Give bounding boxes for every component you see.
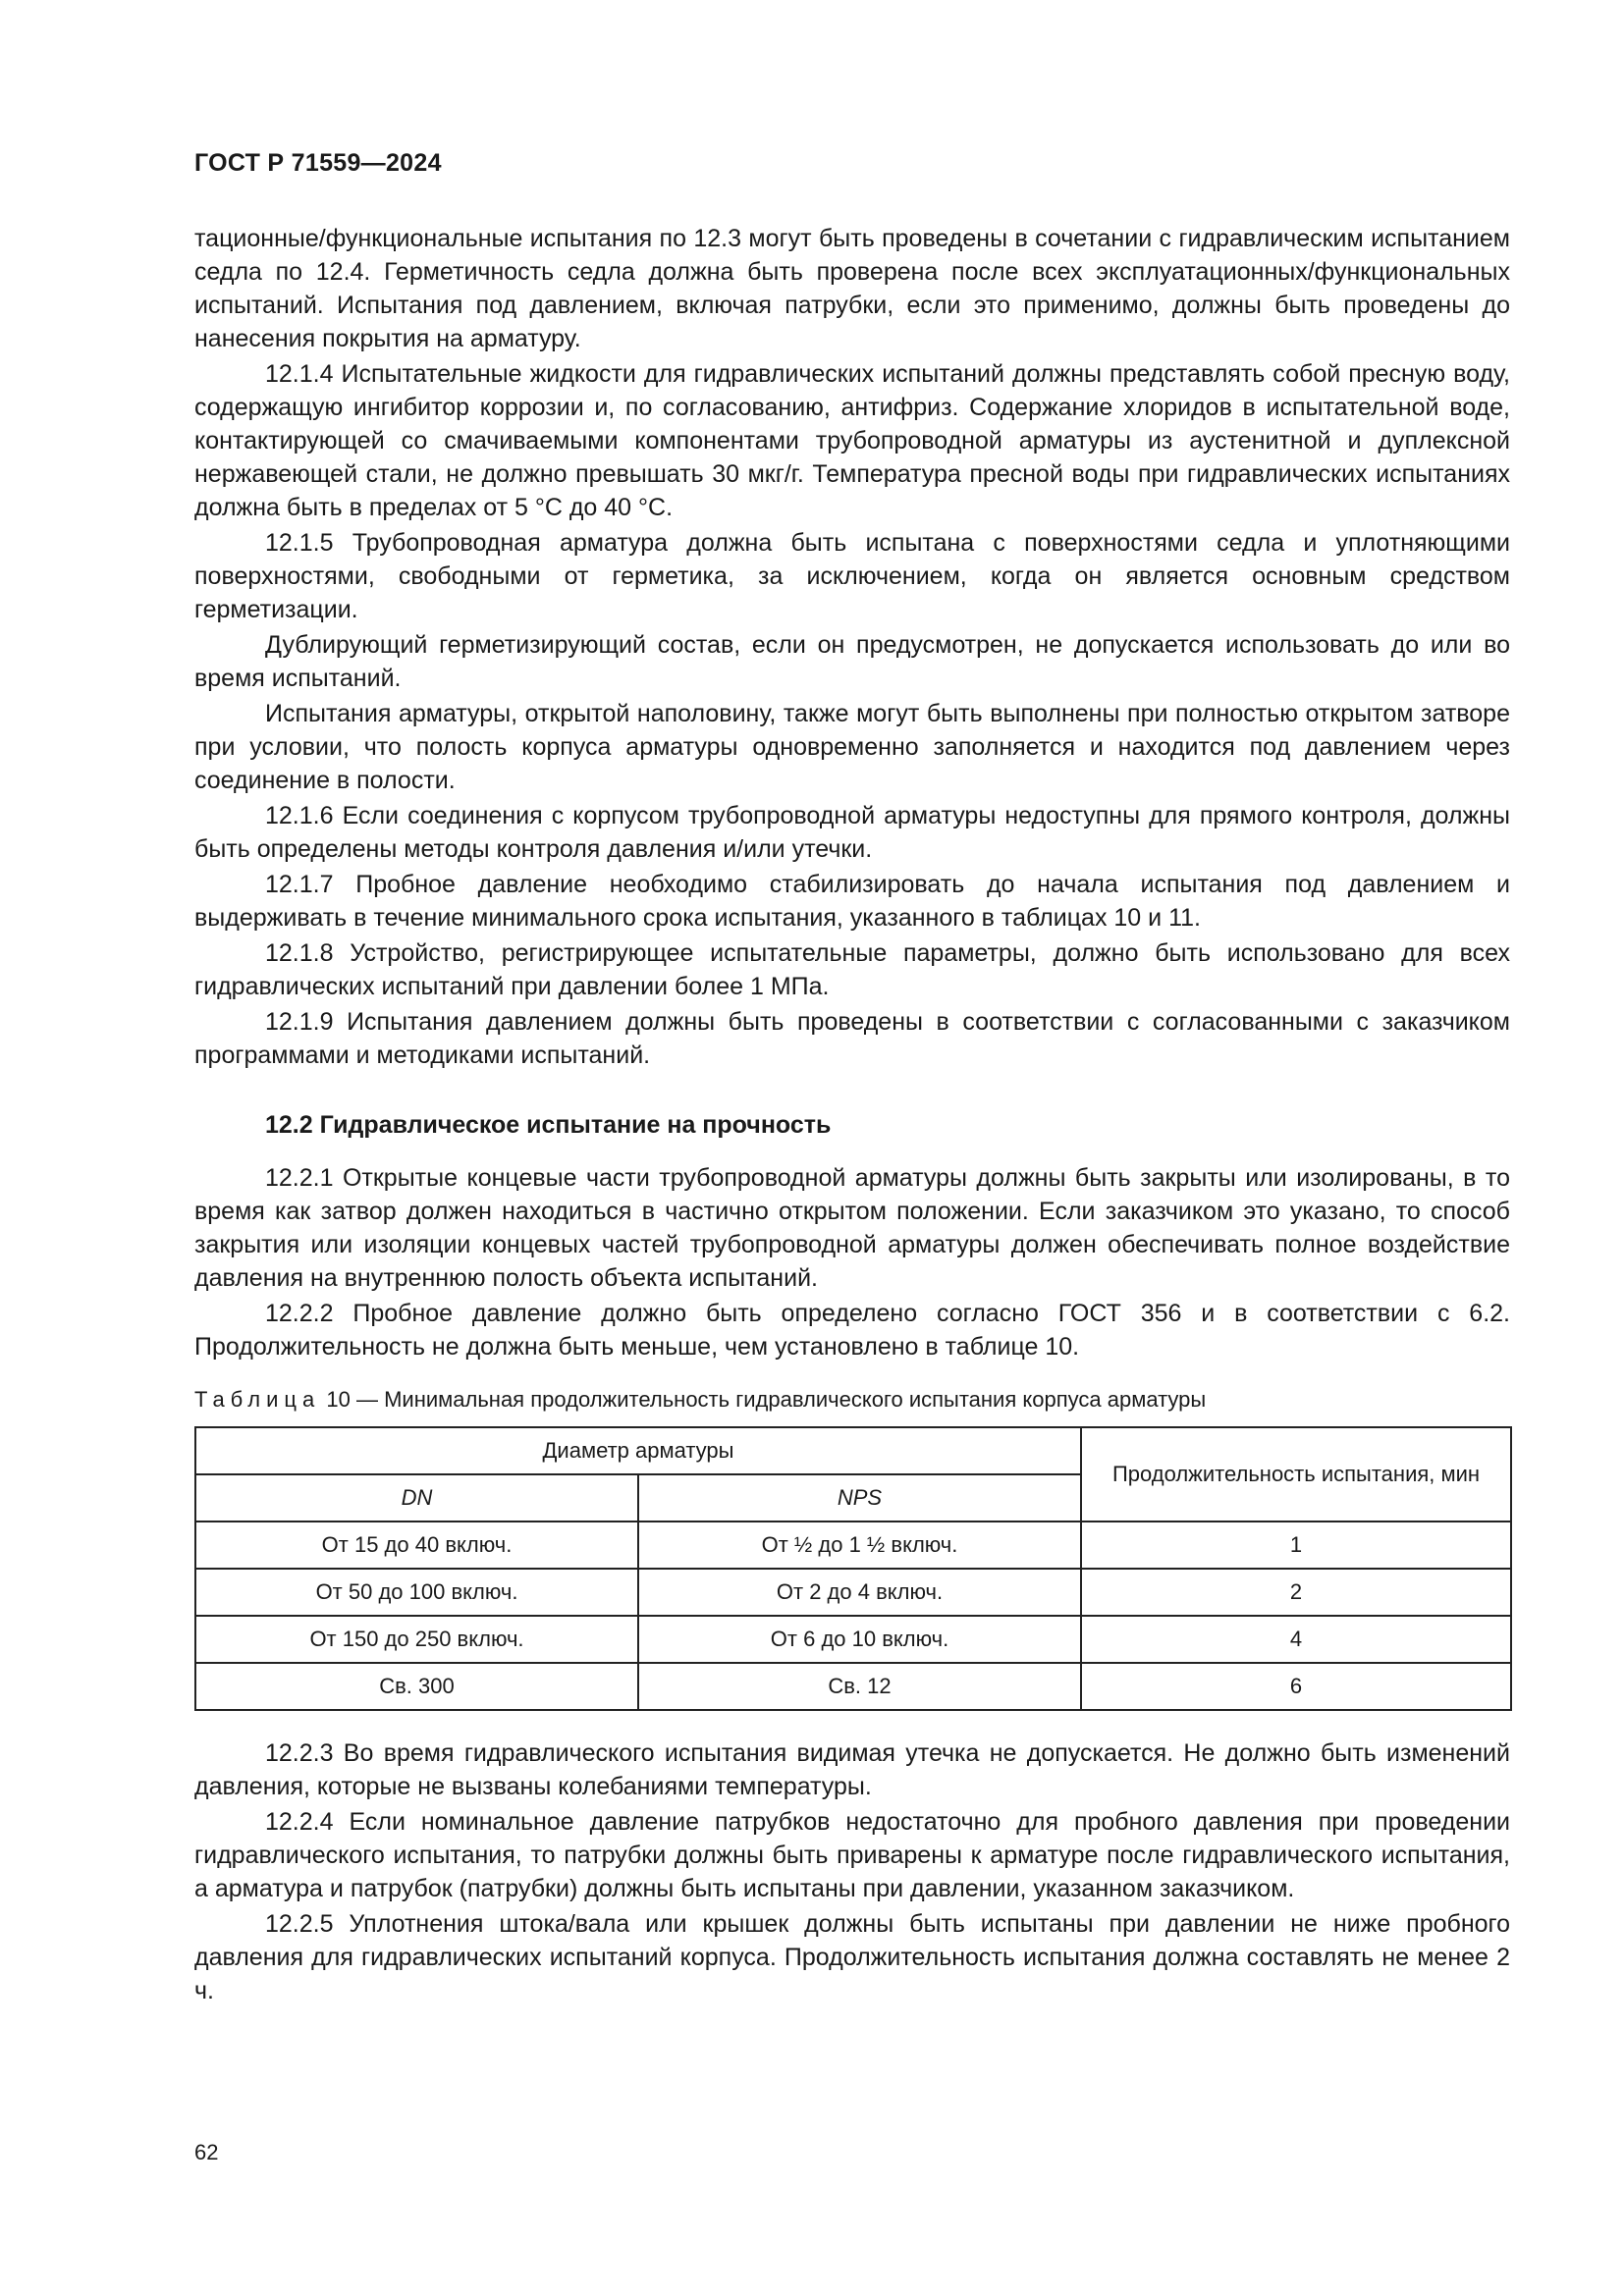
header-diameter: Диаметр арматуры: [195, 1427, 1081, 1474]
duration-table: [194, 1426, 1512, 1711]
cell-nps: От ½ до 1 ½ включ.: [638, 1522, 1081, 1569]
paragraph-12-1-9: 12.1.9 Испытания давлением должны быть проведены в соответствии с согласованными с заказчиком программами и методиками испытаний.: [194, 1008, 1510, 1069]
paragraph-12-1-6: 12.1.6 Если соединения с корпусом трубопроводной арматуры недоступны для прямого контроля, должны быть определены методы контроля давления и/или утечки.: [194, 802, 1510, 863]
table-row: [195, 1522, 1511, 1569]
page-body: [194, 222, 1510, 2007]
paragraph-12-1-5: 12.1.5 Трубопроводная арматура должна быть испытана с поверхностями седла и уплотняющими поверхностями, свободными от герметика, за исключением, когда он является основным средством герметизации.: [194, 529, 1510, 623]
cell-duration: 2: [1081, 1569, 1511, 1616]
page-number: 62: [194, 2140, 219, 2164]
paragraph-12-1-4: 12.1.4 Испытательные жидкости для гидравлических испытаний должны представлять собой пресную воду, содержащую ингибитор коррозии и, по согласованию, антифриз. Содержание хлоридов в испытательной воде, контактирующей со смачиваемыми компонентами трубопроводной арматуры из аустенитной и дуплексной нержавеющей стали, не должно превышать 30 мкг/г. Температура пресной воды при гидравлических испытаниях должна быть в пределах от 5 °С до 40 °С.: [194, 360, 1510, 521]
document-header: ГОСТ Р 71559—2024: [194, 149, 442, 177]
paragraph-half-open: Испытания арматуры, открытой наполовину, также могут быть выполнены при полностью открытом затворе при условии, что полость корпуса арматуры одновременно заполняется и находится под давлением через соединение в полости.: [194, 700, 1510, 794]
paragraph-12-1-8: 12.1.8 Устройство, регистрирующее испытательные параметры, должно быть использовано для всех гидравлических испытаний при давлении более 1 МПа.: [194, 939, 1510, 1000]
paragraph-12-2-3: 12.2.3 Во время гидравлического испытания видимая утечка не допускается. Не должно быть изменений давления, которые не вызваны колебаниями температуры.: [194, 1739, 1510, 1800]
header-dn: DN: [195, 1474, 638, 1522]
cell-duration: 1: [1081, 1522, 1511, 1569]
table-row: [195, 1616, 1511, 1663]
table-caption: [194, 1385, 1510, 1415]
cell-dn: От 150 до 250 включ.: [195, 1616, 638, 1663]
table-row: [195, 1663, 1511, 1710]
cell-dn: От 50 до 100 включ.: [195, 1569, 638, 1616]
paragraph-12-2-1: 12.2.1 Открытые концевые части трубопроводной арматуры должны быть закрыты или изолированы, в то время как затвор должен находиться в частично открытом положении. Если заказчиком это указано, то способ закрытия или изоляции концевых частей трубопроводной арматуры должен обеспечивать полное воздействие давления на внутреннюю полость объекта испытаний.: [194, 1164, 1510, 1292]
paragraph-continuation: тационные/функциональные испытания по 12.3 могут быть проведены в сочетании с гидравлическим испытанием седла по 12.4. Герметичность седла должна быть проверена после всех эксплуатационных/функциональных испытаний. Испытания под давлением, включая патрубки, если это применимо, должны быть проведены до нанесения покрытия на арматуру.: [194, 225, 1510, 352]
cell-nps: От 2 до 4 включ.: [638, 1569, 1081, 1616]
cell-nps: От 6 до 10 включ.: [638, 1616, 1081, 1663]
paragraph-12-1-7: 12.1.7 Пробное давление необходимо стабилизировать до начала испытания под давлением и выдерживать в течение минимального срока испытания, указанного в таблицах 10 и 11.: [194, 871, 1510, 932]
cell-nps: Св. 12: [638, 1663, 1081, 1710]
table-row: [195, 1569, 1511, 1616]
section-heading-12-2: 12.2 Гидравлическое испытание на прочность: [265, 1111, 832, 1139]
cell-dn: Св. 300: [195, 1663, 638, 1710]
header-nps: NPS: [638, 1474, 1081, 1522]
paragraph-sealant: Дублирующий герметизирующий состав, если он предусмотрен, не допускается использовать до или во время испытаний.: [194, 631, 1510, 692]
cell-duration: 4: [1081, 1616, 1511, 1663]
table-caption-word: Таблица: [194, 1387, 321, 1412]
table-header-row: [195, 1427, 1511, 1474]
header-duration: Продолжительность испытания, мин: [1081, 1427, 1511, 1522]
paragraph-12-2-4: 12.2.4 Если номинальное давление патрубков недостаточно для пробного давления при проведении гидравлического испытания, то патрубки должны быть приварены к арматуре после гидравлического испытания, а арматура и патрубок (патрубки) должны быть испытаны при давлении, указанном заказчиком.: [194, 1808, 1510, 1902]
table-caption-title: 10 — Минимальная продолжительность гидравлического испытания корпуса арматуры: [326, 1387, 1207, 1412]
cell-duration: 6: [1081, 1663, 1511, 1710]
paragraph-12-2-2: 12.2.2 Пробное давление должно быть определено согласно ГОСТ 356 и в соответствии с 6.2. Продолжительность не должна быть меньше, чем установлено в таблице 10.: [194, 1300, 1510, 1361]
cell-dn: От 15 до 40 включ.: [195, 1522, 638, 1569]
paragraph-12-2-5: 12.2.5 Уплотнения штока/вала или крышек должны быть испытаны при давлении не ниже пробного давления для гидравлических испытаний корпуса. Продолжительность испытания должна составлять не менее 2 ч.: [194, 1910, 1510, 2004]
